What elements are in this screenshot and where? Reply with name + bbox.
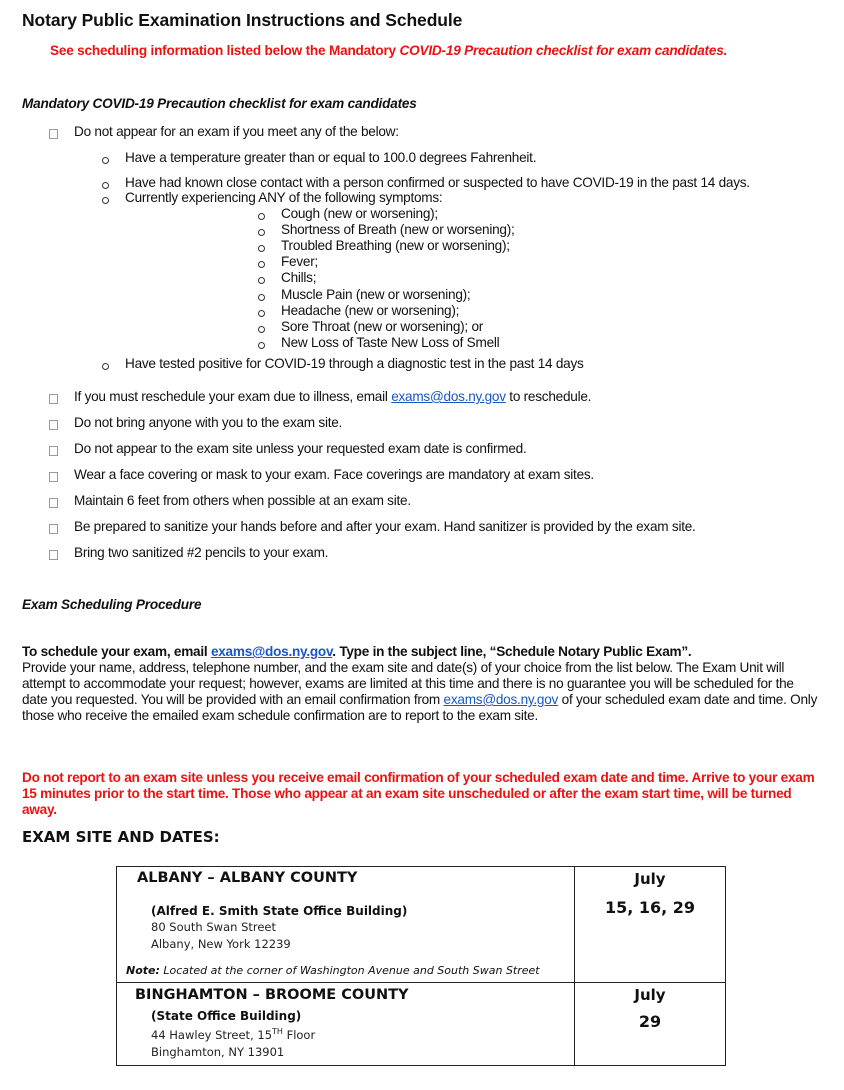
intro-note-emphasis: COVID-19 Precaution checklist for exam candidates.	[399, 43, 728, 58]
circle-bullet-icon	[258, 310, 265, 317]
site-note-text: Located at the corner of Washington Avenue and South Swan Street	[159, 964, 540, 977]
site-building: (State Office Building)	[151, 1009, 302, 1023]
site-days: 15, 16, 29	[604, 898, 696, 917]
procedure-lead-email-link[interactable]: exams@dos.ny.gov	[210, 644, 333, 659]
address-sup: TH	[272, 1027, 283, 1036]
site-note-label: Note:	[126, 964, 160, 977]
symptom-item: Headache (new or worsening);	[281, 302, 460, 318]
sites-heading: EXAM SITE AND DATES:	[22, 828, 220, 846]
symptom-item: Sore Throat (new or worsening); or	[281, 318, 484, 334]
condition-item: Have a temperature greater than or equal to 100.0 degrees Fahrenheit.	[125, 150, 537, 165]
checkbox-icon	[49, 498, 58, 508]
circle-bullet-icon	[258, 277, 265, 284]
site-cell	[117, 867, 575, 983]
site-address-line1: 80 South Swan Street	[151, 920, 277, 934]
checkbox-icon	[49, 446, 58, 456]
symptom-item: Fever;	[281, 254, 319, 270]
circle-bullet-icon	[102, 182, 109, 189]
checklist-item: Do not appear to the exam site unless your requested exam date is confirmed.	[74, 441, 527, 456]
site-address-line2: Albany, New York 12239	[151, 937, 291, 951]
circle-bullet-icon	[102, 363, 109, 370]
checklist-item: Bring two sanitized #2 pencils to your exam.	[74, 545, 329, 560]
circle-bullet-icon	[102, 157, 109, 164]
circle-bullet-icon	[258, 213, 265, 220]
site-month: July	[634, 870, 666, 888]
dates-cell	[575, 867, 726, 983]
symptom-item: Cough (new or worsening);	[281, 206, 438, 221]
site-address-line2: Binghamton, NY 13901	[151, 1045, 285, 1059]
symptom-item: Muscle Pain (new or worsening);	[281, 286, 471, 302]
symptom-item: New Loss of Taste New Loss of Smell	[281, 334, 500, 350]
symptom-item: Chills;	[281, 270, 317, 286]
site-name: ALBANY – ALBANY COUNTY	[137, 870, 358, 886]
procedure-lead-suffix: . Type in the subject line, “Schedule Notary Public Exam”.	[332, 644, 692, 659]
circle-bullet-icon	[258, 342, 265, 349]
procedure-body-part2: of your scheduled exam date and time. Only those who receive the emailed exam schedule confirmation are to report to the exam site.	[22, 692, 818, 723]
checkbox-icon	[49, 472, 58, 482]
page-title: Notary Public Examination Instructions and Schedule	[22, 10, 463, 30]
site-note	[126, 964, 540, 977]
reschedule-prefix: If you must reschedule your exam due to illness, email	[74, 389, 392, 404]
condition-item: Currently experiencing ANY of the following symptoms:	[125, 190, 443, 205]
exam-sites-table	[116, 866, 726, 1066]
site-days: 29	[638, 1012, 662, 1031]
site-month: July	[634, 986, 666, 1004]
site-address-line1	[151, 1027, 315, 1042]
circle-bullet-icon	[258, 229, 265, 236]
condition-item: Have had known close contact with a person confirmed or suspected to have COVID-19 in the past 14 days.	[125, 175, 750, 190]
procedure-lead-prefix: To schedule your exam, email	[22, 644, 211, 659]
condition-item-last: Have tested positive for COVID-19 through a diagnostic test in the past 14 days	[125, 356, 584, 371]
checklist-item: Be prepared to sanitize your hands before and after your exam. Hand sanitizer is provided by the exam site.	[74, 519, 696, 534]
symptom-item: Troubled Breathing (new or worsening);	[281, 238, 510, 254]
circle-bullet-icon	[258, 294, 265, 301]
circle-bullet-icon	[258, 326, 265, 333]
procedure-body-part1: Provide your name, address, telephone number, and the exam site and date(s) of your choice from the list below. The Exam Unit will attempt to accommodate your request; however, exams are limited at this time and there is no guarantee you will be scheduled for the date you requested. You will be provided with an email confirmation from	[22, 660, 794, 707]
circle-bullet-icon	[258, 245, 265, 252]
checklist-item: Maintain 6 feet from others when possible at an exam site.	[74, 493, 411, 508]
checklist-item-first: Do not appear for an exam if you meet any of the below:	[74, 124, 399, 139]
checklist-item: Wear a face covering or mask to your exam. Face coverings are mandatory at exam sites.	[74, 467, 594, 482]
address-prefix: 44 Hawley Street, 15	[151, 1027, 273, 1042]
checklist-item-reschedule	[74, 389, 591, 404]
warning-text: Do not report to an exam site unless you receive email confirmation of your scheduled exam date and time. Arrive to your exam 15 minutes prior to the start time. Those who appear at an exam site unscheduled or after the exam start time, will be turned away.	[22, 770, 815, 817]
procedure-body-email-link[interactable]: exams@dos.ny.gov	[443, 692, 559, 707]
table-row	[117, 983, 726, 1066]
site-building: (Alfred E. Smith State Office Building)	[151, 904, 408, 918]
checklist-item: Do not bring anyone with you to the exam site.	[74, 415, 343, 430]
dates-cell	[575, 983, 726, 1066]
checklist-heading: Mandatory COVID-19 Precaution checklist for exam candidates	[22, 96, 417, 111]
site-name: BINGHAMTON – BROOME COUNTY	[135, 987, 409, 1003]
intro-note	[50, 43, 727, 58]
circle-bullet-icon	[258, 261, 265, 268]
symptom-item: Shortness of Breath (new or worsening);	[281, 222, 515, 238]
checkbox-icon	[49, 129, 58, 139]
procedure-heading: Exam Scheduling Procedure	[22, 597, 202, 612]
reschedule-email-link[interactable]: exams@dos.ny.gov	[391, 389, 506, 404]
intro-note-prefix: See scheduling information listed below the Mandatory	[50, 43, 400, 58]
checkbox-icon	[49, 524, 58, 534]
reschedule-suffix: to reschedule.	[505, 389, 592, 404]
procedure-lead	[22, 644, 691, 659]
checkbox-icon	[49, 420, 58, 430]
checkbox-icon	[49, 394, 58, 404]
circle-bullet-icon	[102, 197, 109, 204]
checkbox-icon	[49, 550, 58, 560]
procedure-paragraph	[22, 644, 822, 724]
table-row	[117, 867, 726, 983]
site-cell	[117, 983, 575, 1066]
address-suffix: Floor	[282, 1027, 316, 1042]
